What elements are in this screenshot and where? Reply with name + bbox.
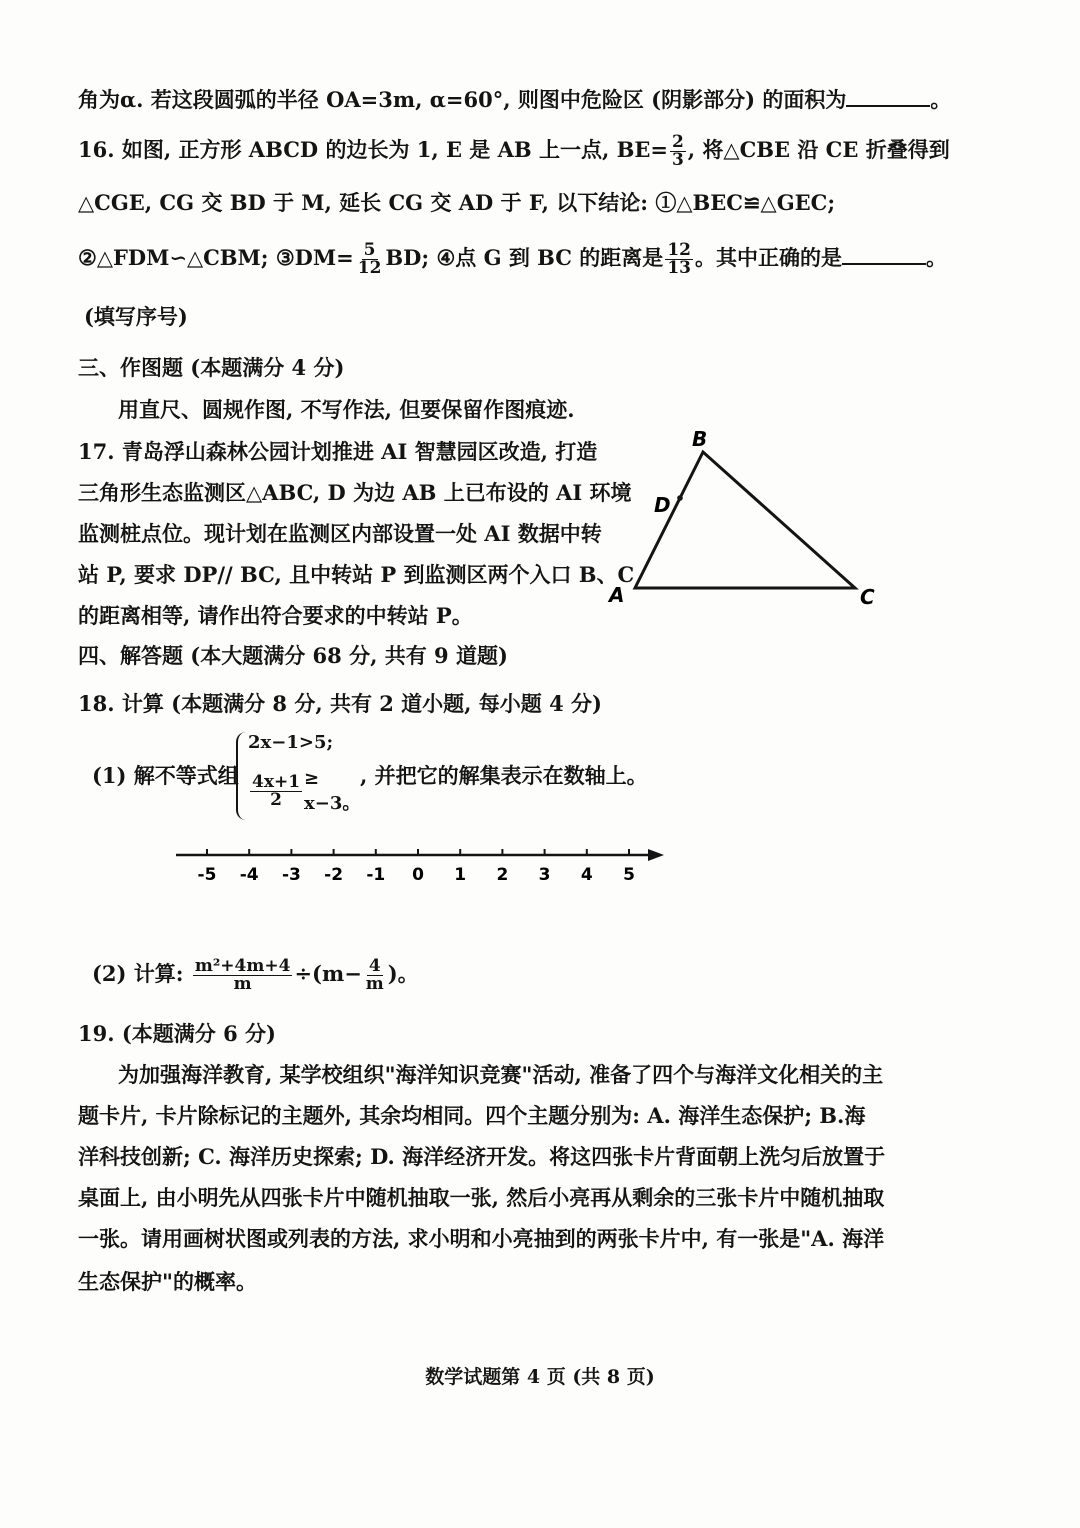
q19-line: 生态保护"的概率。 xyxy=(78,1269,257,1294)
p2-inner-fraction xyxy=(364,958,386,993)
number-line-label: 4 xyxy=(580,865,593,885)
section4-heading: 四、解答题 (本大题满分 68 分, 共有 9 道题) xyxy=(78,643,508,668)
g-fraction xyxy=(665,242,693,277)
p2-inner-den: m xyxy=(365,974,384,994)
q19-line: 洋科技创新; C. 海洋历史探索; D. 海洋经济开发。将这四张卡片背面朝上洗匀后放置于 xyxy=(78,1144,886,1169)
q16-end: 。 xyxy=(925,245,947,270)
ineq2-fraction xyxy=(250,774,302,809)
q16-answer-blank[interactable] xyxy=(842,245,926,265)
p2-num: m²+4m+4 xyxy=(194,956,291,976)
dm-num: 5 xyxy=(363,240,376,260)
number-line-label: 0 xyxy=(412,865,424,885)
q17-line: 的距离相等, 请作出符合要求的中转站 P。 xyxy=(78,603,473,628)
inequality-system xyxy=(236,732,361,824)
q19-line: 桌面上, 由小明先从四张卡片中随机抽取一张, 然后小亮再从剩余的三张卡片中随机抽取 xyxy=(78,1185,885,1210)
label-a: A xyxy=(609,583,625,607)
triangle-abc-figure xyxy=(600,420,900,620)
label-d: D xyxy=(654,493,671,517)
q15-answer-blank[interactable] xyxy=(846,87,930,107)
number-line-label: 5 xyxy=(623,865,635,885)
g-den: 13 xyxy=(667,258,691,278)
q16-line3 xyxy=(78,242,947,277)
q18-heading: 18. 计算 (本题满分 8 分, 共有 2 道小题, 每小题 4 分) xyxy=(78,691,602,716)
be-fraction xyxy=(670,134,686,169)
inequality-2 xyxy=(248,768,360,815)
q19-line: 一张。请用画树状图或列表的方法, 求小明和小亮抽到的两张卡片中, 有一张是"A. 海洋 xyxy=(78,1226,885,1251)
number-line-arrow xyxy=(648,849,664,861)
q16-line1 xyxy=(78,134,950,169)
triangle-abc xyxy=(635,452,855,588)
q16-text-a: 16. 如图, 正方形 ABCD 的边长为 1, E 是 AB 上一点, BE= xyxy=(78,137,668,162)
number-line-label: -2 xyxy=(324,865,344,885)
dm-den: 12 xyxy=(357,258,382,278)
label-c: C xyxy=(860,585,875,609)
number-line-label: -3 xyxy=(281,865,301,885)
ineq2-num: 4x+1 xyxy=(252,772,301,792)
number-line[interactable] xyxy=(170,836,670,888)
inequality-1: 2x−1>5; xyxy=(248,732,334,753)
p2-mid: ÷(m− xyxy=(294,961,362,986)
label-b: B xyxy=(692,427,708,451)
q16-text-b: , 将△CBE 沿 CE 折叠得到 xyxy=(687,137,950,162)
page-footer: 数学试题第 4 页 (共 8 页) xyxy=(425,1366,655,1388)
be-num: 2 xyxy=(671,132,684,152)
q19-line: 为加强海洋教育, 某学校组织"海洋知识竞赛"活动, 准备了四个与海洋文化相关的主 xyxy=(118,1062,884,1087)
q19-heading: 19. (本题满分 6 分) xyxy=(78,1021,276,1046)
q16-line2: △CGE, CG 交 BD 于 M, 延长 CG 交 AD 于 F, 以下结论: ①△BEC≌△GEC; xyxy=(78,190,836,215)
q17-line: 三角形生态监测区△ABC, D 为边 AB 上已布设的 AI 环境 xyxy=(78,480,632,505)
section3-instruction: 用直尺、圆规作图, 不写作法, 但要保留作图痕迹. xyxy=(118,397,575,422)
q18-part2 xyxy=(92,958,419,993)
ineq2-den: 2 xyxy=(270,790,282,810)
q15-end: 。 xyxy=(930,87,952,112)
q16-text-c: ②△FDM∽△CBM; ③DM= xyxy=(78,245,354,270)
dm-fraction xyxy=(356,242,384,277)
p2-den: m xyxy=(233,974,252,994)
q18-part1-tail: , 并把它的解集表示在数轴上。 xyxy=(360,763,648,788)
g-num: 12 xyxy=(667,240,691,260)
number-line-label: 2 xyxy=(496,865,509,885)
p2-end: )。 xyxy=(387,961,419,986)
q16-fill-hint: (填写序号) xyxy=(84,304,188,329)
section3-heading: 三、作图题 (本题满分 4 分) xyxy=(78,355,345,380)
q17-line: 监测桩点位。现计划在监测区内部设置一处 AI 数据中转 xyxy=(78,521,602,546)
q17-line: 站 P, 要求 DP// BC, 且中转站 P 到监测区两个入口 B、C xyxy=(78,562,635,587)
q15-line xyxy=(78,86,951,114)
point-d xyxy=(677,495,683,501)
number-line-label: -1 xyxy=(366,865,386,885)
number-line-label: -4 xyxy=(239,865,259,885)
p2-fraction xyxy=(193,958,293,993)
be-den: 3 xyxy=(671,150,684,170)
q18-part1-label: (1) 解不等式组 xyxy=(92,763,239,788)
q19-line: 题卡片, 卡片除标记的主题外, 其余均相同。四个主题分别为: A. 海洋生态保护; B.海 xyxy=(78,1103,866,1128)
number-line-label: -5 xyxy=(197,865,217,885)
p2-inner-num: 4 xyxy=(368,956,381,976)
q17-line: 17. 青岛浮山森林公园计划推进 AI 智慧园区改造, 打造 xyxy=(78,439,598,464)
q15-text: 角为α. 若这段圆弧的半径 OA=3m, α=60°, 则图中危险区 (阴影部分) 的面积为 xyxy=(78,87,847,112)
q16-text-e: 。其中正确的是 xyxy=(694,245,842,270)
q16-text-d: BD; ④点 G 到 BC 的距离是 xyxy=(385,245,664,270)
number-line-label: 3 xyxy=(538,865,551,885)
q18-part2-label: (2) 计算: xyxy=(92,961,184,986)
system-brace xyxy=(236,732,246,820)
number-line-label: 1 xyxy=(454,865,467,885)
ineq2-rest: ≥ x−3。 xyxy=(304,768,361,814)
